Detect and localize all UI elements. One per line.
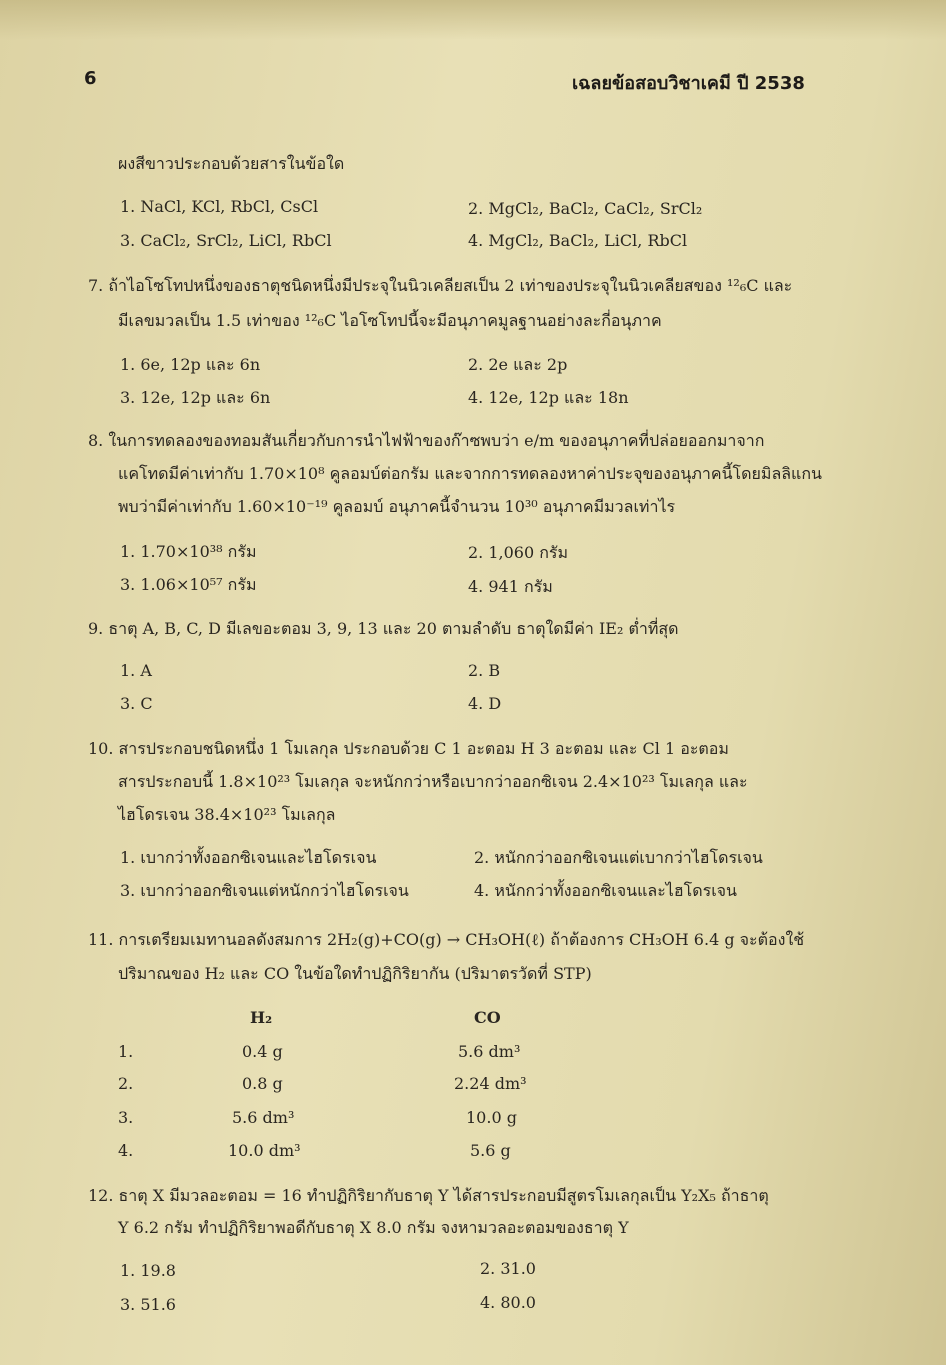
- q10-line-2: สารประกอบนี้ 1.8×10²³ โมเลกุล จะหนักกว่าหรือเบากว่าออกซิเจน 2.4×10²³ โมเลกุล และ: [118, 772, 748, 791]
- q10-option-3: 3. เบากว่าออกซิเจนแต่หนักกว่าไฮโดรเจน: [120, 881, 409, 900]
- q12-option-1: 1. 19.8: [120, 1261, 176, 1280]
- table-header-h2: H₂: [250, 1008, 273, 1027]
- q11-line-1: 11. การเตรียมเมทานอลดังสมการ 2H₂(g)+CO(g) → CH₃OH(ℓ) ถ้าต้องการ CH₃OH 6.4 g จะต้องใช้: [88, 930, 805, 949]
- q8-option-2: 2. 1,060 กรัม: [468, 543, 569, 562]
- q9-option-2: 2. B: [468, 661, 501, 680]
- q12-line-1: 12. ธาตุ X มีมวลอะตอม = 16 ทำปฏิกิริยากับธาตุ Y ได้สารประกอบมีสูตรโมเลกุลเป็น Y₂X₅ ถ้าธาตุ: [88, 1186, 769, 1205]
- q8-line-2: แคโทดมีค่าเท่ากับ 1.70×10⁸ คูลอมบ์ต่อกรัม และจากการทดลองหาค่าประจุของอนุภาคนี้โดยมิลลิแกน: [118, 464, 822, 483]
- table-header-co: CO: [474, 1008, 501, 1027]
- q12-option-2: 2. 31.0: [480, 1259, 536, 1278]
- q6-option-1: 1. NaCl, KCl, RbCl, CsCl: [120, 197, 319, 216]
- q7-option-2: 2. 2e และ 2p: [468, 355, 568, 374]
- q8-option-3: 3. 1.06×10⁵⁷ กรัม: [120, 575, 257, 594]
- row-number: 1.: [118, 1042, 134, 1061]
- h2-amount: 5.6 dm³: [232, 1108, 295, 1127]
- h2-amount: 0.8 g: [242, 1074, 283, 1093]
- q10-option-4: 4. หนักกว่าทั้งออกซิเจนและไฮโดรเจน: [474, 881, 737, 900]
- q6-option-4: 4. MgCl₂, BaCl₂, LiCl, RbCl: [468, 231, 688, 250]
- q12-option-4: 4. 80.0: [480, 1293, 536, 1312]
- co-amount: 5.6 dm³: [458, 1042, 521, 1061]
- q9-option-4: 4. D: [468, 694, 502, 713]
- q7-line-1: 7. ถ้าไอโซโทปหนึ่งของธาตุชนิดหนึ่งมีประจุในนิวเคลียสเป็น 2 เท่าของประจุในนิวเคลียสของ ¹²₆C และ: [88, 276, 793, 295]
- row-number: 4.: [118, 1141, 134, 1160]
- q7-option-3: 3. 12e, 12p และ 6n: [120, 388, 271, 407]
- q12-option-3: 3. 51.6: [120, 1295, 176, 1314]
- q11-line-2: ปริมาณของ H₂ และ CO ในข้อใดทำปฏิกิริยากัน (ปริมาตรวัดที่ STP): [118, 964, 592, 983]
- q8-line-3: พบว่ามีค่าเท่ากับ 1.60×10⁻¹⁹ คูลอมบ์ อนุภาคนี้จำนวน 10³⁰ อนุภาคมีมวลเท่าไร: [118, 497, 676, 516]
- co-amount: 2.24 dm³: [454, 1074, 527, 1093]
- row-number: 3.: [118, 1108, 134, 1127]
- q12-line-2: Y 6.2 กรัม ทำปฏิกิริยาพอดีกับธาตุ X 8.0 กรัม จงหามวลอะตอมของธาตุ Y: [118, 1218, 629, 1237]
- co-amount: 10.0 g: [466, 1108, 517, 1127]
- q10-line-3: ไฮโดรเจน 38.4×10²³ โมเลกุล: [118, 805, 336, 824]
- q6-option-2: 2. MgCl₂, BaCl₂, CaCl₂, SrCl₂: [468, 199, 703, 218]
- co-amount: 5.6 g: [470, 1141, 511, 1160]
- q7-option-1: 1. 6e, 12p และ 6n: [120, 355, 261, 374]
- q9-option-1: 1. A: [120, 661, 152, 680]
- h2-amount: 10.0 dm³: [228, 1141, 301, 1160]
- page-edge-shadow: [0, 0, 946, 40]
- page-number: 6: [84, 68, 97, 89]
- row-number: 2.: [118, 1074, 134, 1093]
- page-header-title: เฉลยข้อสอบวิชาเคมี ปี 2538: [572, 73, 805, 94]
- q10-line-1: 10. สารประกอบชนิดหนึ่ง 1 โมเลกุล ประกอบด้วย C 1 อะตอม H 3 อะตอม และ Cl 1 อะตอม: [88, 739, 729, 758]
- q10-option-2: 2. หนักกว่าออกซิเจนแต่เบากว่าไฮโดรเจน: [474, 848, 763, 867]
- q7-line-2: มีเลขมวลเป็น 1.5 เท่าของ ¹²₆C ไอโซโทปนี้จะมีอนุภาคมูลฐานอย่างละกี่อนุภาค: [118, 311, 662, 330]
- q6-option-3: 3. CaCl₂, SrCl₂, LiCl, RbCl: [120, 231, 332, 250]
- q9-option-3: 3. C: [120, 694, 153, 713]
- q7-option-4: 4. 12e, 12p และ 18n: [468, 388, 629, 407]
- q8-line-1: 8. ในการทดลองของทอมสันเกี่ยวกับการนำไฟฟ้าของก๊าซพบว่า e/m ของอนุภาคที่ปล่อยออกมาจาก: [88, 431, 765, 450]
- q9-line-1: 9. ธาตุ A, B, C, D มีเลขอะตอม 3, 9, 13 และ 20 ตามลำดับ ธาตุใดมีค่า IE₂ ต่ำที่สุด: [88, 619, 679, 638]
- q10-option-1: 1. เบากว่าทั้งออกซิเจนและไฮโดรเจน: [120, 848, 377, 867]
- q8-option-4: 4. 941 กรัม: [468, 577, 553, 596]
- q6-stem: ผงสีขาวประกอบด้วยสารในข้อใด: [118, 154, 345, 173]
- h2-amount: 0.4 g: [242, 1042, 283, 1061]
- q8-option-1: 1. 1.70×10³⁸ กรัม: [120, 542, 257, 561]
